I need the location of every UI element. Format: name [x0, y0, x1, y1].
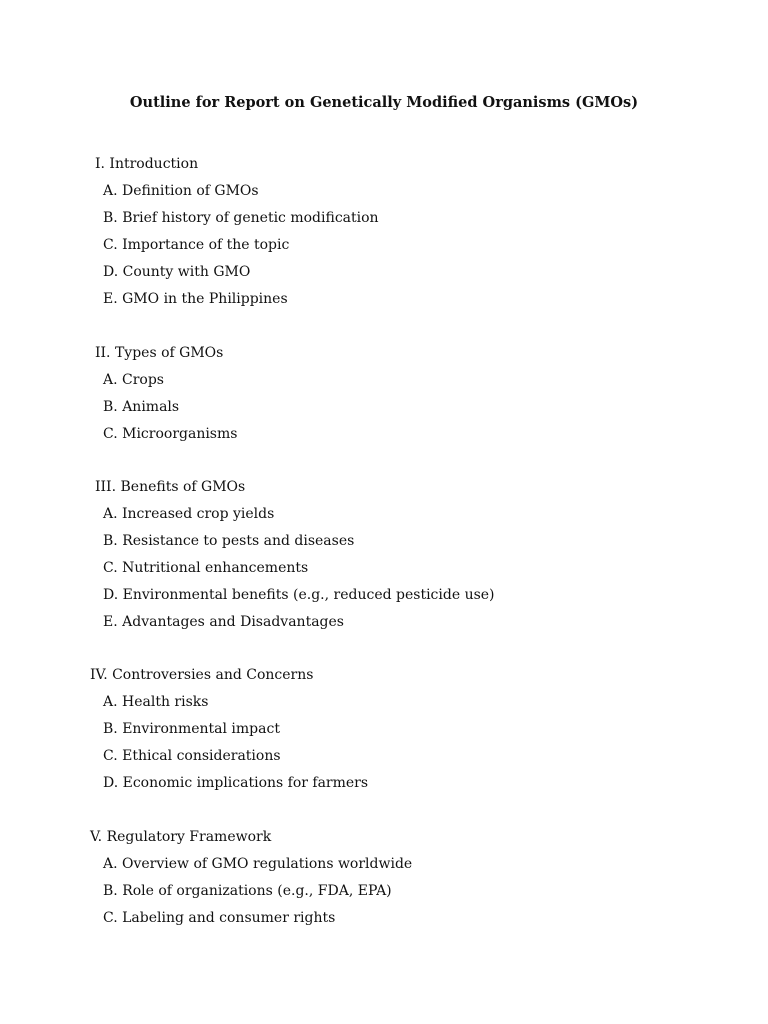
outline-item: E. Advantages and Disadvantages [103, 614, 344, 630]
outline-item: A. Overview of GMO regulations worldwide [103, 856, 413, 872]
outline-item: D. Environmental benefits (e.g., reduced pesticide use) [103, 587, 495, 603]
outline-item: B. Role of organizations (e.g., FDA, EPA) [103, 883, 392, 899]
outline-item: B. Brief history of genetic modification [103, 210, 379, 226]
outline-item: D. County with GMO [103, 264, 251, 280]
outline-item: A. Definition of GMOs [103, 183, 259, 199]
outline-item: E. GMO in the Philippines [103, 291, 288, 307]
outline-item: C. Importance of the topic [103, 237, 290, 253]
section-heading-introduction: I. Introduction [95, 156, 199, 172]
section-heading-controversies: IV. Controversies and Concerns [90, 667, 314, 683]
outline-item: C. Ethical considerations [103, 748, 281, 764]
outline-item: C. Microorganisms [103, 426, 238, 442]
section-heading-benefits: III. Benefits of GMOs [95, 479, 246, 495]
outline-item: D. Economic implications for farmers [103, 775, 369, 791]
outline-item: A. Increased crop yields [103, 506, 275, 522]
section-heading-types: II. Types of GMOs [95, 345, 224, 361]
outline-item: A. Health risks [103, 694, 209, 710]
outline-item: B. Resistance to pests and diseases [103, 533, 355, 549]
outline-item: B. Environmental impact [103, 721, 280, 737]
outline-item: A. Crops [103, 372, 164, 388]
section-heading-regulatory: V. Regulatory Framework [90, 829, 272, 845]
outline-item: B. Animals [103, 399, 180, 415]
document-title: Outline for Report on Genetically Modified Organisms (GMOs) [129, 94, 639, 111]
outline-item: C. Nutritional enhancements [103, 560, 309, 576]
outline-item: C. Labeling and consumer rights [103, 910, 336, 926]
